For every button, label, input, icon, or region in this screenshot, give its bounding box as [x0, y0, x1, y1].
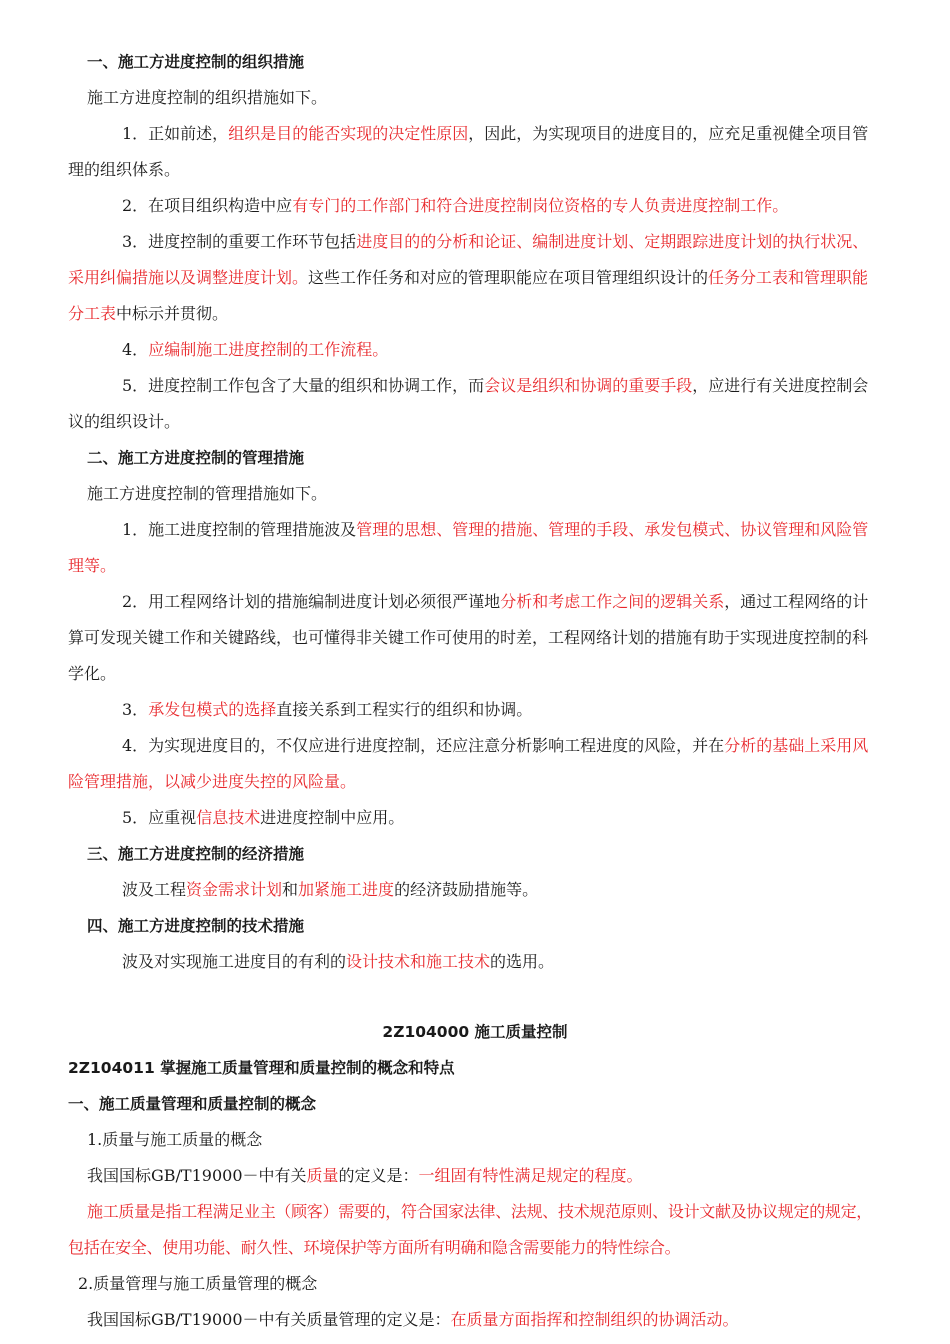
paragraph-org-1: 1．正如前述，组织是目的能否实现的决定性原因，因此，为实现项目的进度目的，应充足重视健全项目管理的组织体系。	[68, 124, 869, 179]
paragraph-construction-quality: 施工质量是指工程满足业主（顾客）需要的，符合国家法律、法规、技术规范原则、设计文献及协议规定的规定，包括在安全、使用功能、耐久性、环境保护等方面所有明确和隐含需要能力的特性综合。	[68, 1202, 873, 1257]
paragraph-mgmt-4: 4．为实现进度目的，不仅应进行进度控制，还应注意分析影响工程进度的风险，并在分析的基础上采用风险管理措施，以减少进度失控的风险量。	[68, 736, 869, 791]
section-intro: 施工方进度控制的管理措施如下。	[87, 484, 328, 503]
subsection-heading-quality-management: 2.质量管理与施工质量管理的概念	[78, 1274, 318, 1293]
paragraph-technical: 波及对实现施工进度目的有利的设计技术和施工技术的选用。	[122, 952, 555, 971]
paragraph-org-2: 2．在项目组织构造中应有专门的工作部门和符合进度控制岗位资格的专人负责进度控制工作。	[122, 196, 789, 215]
chapter-subtitle: 2Z104011 掌握施工质量管理和质量控制的概念和特点	[68, 1059, 455, 1077]
section-heading-technical: 四、施工方进度控制的技术措施	[87, 917, 305, 935]
section-heading-organization: 一、施工方进度控制的组织措施	[87, 53, 305, 71]
paragraph-quality-definition: 我国国标GB/T19000－中有关质量的定义是：一组固有特性满足规定的程度。	[87, 1166, 643, 1185]
paragraph-quality-management-definition: 我国国标GB/T19000－中有关质量管理的定义是：在质量方面指挥和控制组织的协调活动。	[87, 1310, 739, 1329]
section-intro: 施工方进度控制的组织措施如下。	[87, 88, 328, 107]
section-heading-economic: 三、施工方进度控制的经济措施	[87, 845, 305, 863]
section-heading-management: 二、施工方进度控制的管理措施	[87, 449, 305, 467]
chapter-title: 2Z104000 施工质量控制	[382, 1023, 568, 1041]
subsection-heading-quality: 1.质量与施工质量的概念	[87, 1130, 263, 1149]
paragraph-mgmt-2: 2．用工程网络计划的措施编制进度计划必须很严谨地分析和考虑工作之间的逻辑关系，通过工程网络的计算可发现关键工作和关键路线，也可懂得非关键工作可使用的时差，工程网络计划的措施有助于实现进度控制的科学化。	[68, 592, 869, 683]
section-heading-quality-concepts: 一、施工质量管理和质量控制的概念	[68, 1095, 317, 1113]
paragraph-org-5: 5．进度控制工作包含了大量的组织和协调工作，而会议是组织和协调的重要手段，应进行有关进度控制会议的组织设计。	[68, 376, 869, 431]
paragraph-org-3: 3．进度控制的重要工作环节包括进度目的的分析和论证、编制进度计划、定期跟踪进度计划的执行状况、采用纠偏措施以及调整进度计划。这些工作任务和对应的管理职能应在项目管理组织设计的任务分工表和管理职能分工表中标示并贯彻。	[68, 232, 869, 323]
paragraph-mgmt-5: 5．应重视信息技术进进度控制中应用。	[122, 808, 405, 827]
document-page	[68, 44, 882, 1338]
paragraph-org-4: 4．应编制施工进度控制的工作流程。	[122, 340, 389, 359]
paragraph-economic: 波及工程资金需求计划和加紧施工进度的经济鼓励措施等。	[122, 880, 539, 899]
paragraph-mgmt-3: 3．承发包模式的选择直接关系到工程实行的组织和协调。	[122, 700, 533, 719]
paragraph-mgmt-1: 1．施工进度控制的管理措施波及管理的思想、管理的措施、管理的手段、承发包模式、协议管理和风险管理等。	[68, 520, 869, 575]
spacer	[68, 980, 882, 1014]
